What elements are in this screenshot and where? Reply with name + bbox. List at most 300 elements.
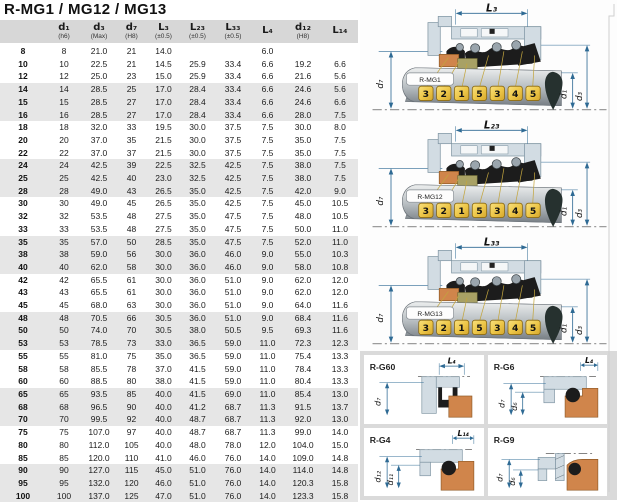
table-cell: 42 [59,274,69,285]
table-cell: 7.5 [261,223,274,234]
table-cell: 15.0 [155,71,172,82]
table-cell: 92.0 [294,414,312,425]
table-cell: 61 [126,274,137,285]
callout-number: 1 [458,88,465,100]
table-cell: 47.5 [224,223,242,234]
table-cell: 28.5 [90,109,108,120]
table-cell: 137.0 [88,490,110,501]
table-cell: 10.5 [331,211,349,222]
table-cell: 62.0 [294,287,312,298]
table-cell: 42.5 [224,160,242,171]
table-cell: 12.3 [331,338,349,349]
table-cell: 53 [59,338,69,349]
rmg13-drawing [360,234,617,351]
table-cell: 45 [59,300,69,311]
model-tag: R-MG12 [417,194,443,202]
callout-number: 2 [440,322,447,334]
table-cell: 30.0 [155,300,172,311]
table-cell: 81.0 [90,350,108,361]
callout-number: 1 [458,205,465,217]
dim-label-d6: d₆ [508,402,519,411]
table-cell: 10.5 [331,198,349,209]
dim-label-d1: d₁ [559,206,570,216]
table-cell: 35.0 [189,198,206,209]
dim-label-l23: L₂₃ [483,119,500,132]
table-cell: 28.4 [189,109,206,120]
table-row [0,388,358,401]
row-header-cell: 12 [18,71,28,82]
table-cell: 70 [59,414,69,425]
table-cell: 10.3 [331,249,349,260]
table-cell: 48 [126,223,137,234]
table-cell: 21.6 [294,71,312,82]
table-cell: 37 [126,147,137,158]
table-cell: 14.0 [155,46,172,56]
table-cell: 7.5 [334,134,346,145]
table-cell: 52.0 [294,236,312,247]
seal-diagram-rmg13 [360,234,617,351]
callout-number: 5 [529,322,537,334]
table-cell: 53.5 [90,223,108,234]
dim-label-d7: d₇ [375,196,386,206]
table-row [0,286,358,299]
row-header-cell: 45 [18,300,28,311]
table-cell: 48.0 [294,211,312,222]
table-cell: 38.0 [155,376,172,387]
table-cell: 37.0 [155,363,172,374]
table-row [0,464,358,477]
page-title: R-MG1 / MG12 / MG13 [4,1,167,18]
table-cell: 25.9 [189,58,206,69]
table-cell: 19.5 [155,122,172,133]
table-cell: 33.0 [155,338,172,349]
table-cell: 12.0 [259,439,276,450]
table-cell: 14 [59,84,69,95]
table-cell: 9.0 [334,185,346,196]
row-header-cell: 28 [18,185,28,196]
callout-number: 3 [494,88,501,100]
table-row [0,477,358,490]
table-cell: 51.0 [224,287,242,298]
table-row [0,363,358,376]
row-header-cell: 43 [18,287,28,298]
table-cell: 6.6 [261,58,274,69]
table-cell: 70 [126,325,137,336]
table-corner-cell [0,20,46,44]
table-cell: 35.0 [294,134,312,145]
table-cell: 99.0 [294,427,312,438]
table-cell: 27.5 [155,211,172,222]
table-cell [322,44,358,58]
table-cell: 48.7 [189,427,206,438]
table-cell: 23 [126,71,137,82]
dimension-table [0,20,358,502]
table-cell: 40.0 [155,427,172,438]
dim-label-d3: d₃ [574,208,585,218]
callout-number: 1 [458,322,465,334]
table-row [0,121,358,134]
dim-label-d7: d₇ [375,79,386,89]
detail-panel-rg4 [364,428,484,497]
col-header-l33: L₃₃ (±0.5) [215,20,251,44]
table-cell: 43 [59,287,69,298]
table-cell: 32 [59,211,69,222]
table-row [0,236,358,249]
table-row [0,426,358,439]
dim-label-d7: d₇ [375,313,386,323]
table-cell: 36.0 [189,300,206,311]
table-cell: 9.0 [261,249,274,260]
table-cell: 80 [126,376,137,387]
table-cell: 47.5 [224,211,242,222]
callout-number: 5 [529,205,537,217]
table-cell: 72.3 [294,338,312,349]
row-header-cell: 18 [18,122,28,133]
table-cell: 11.0 [259,350,276,361]
table-cell: 48 [126,211,137,222]
rg60-drawing [364,355,484,424]
rg6-drawing [488,355,608,424]
row-header-cell: 33 [18,223,28,234]
table-cell: 90 [59,465,69,476]
table-cell: 8.0 [334,122,346,133]
table-cell: 50 [126,236,137,247]
table-cell: 85 [126,388,137,399]
table-cell: 42.5 [90,173,108,184]
table-cell: 40.0 [155,401,172,412]
table-cell: 36.5 [189,338,206,349]
row-header-cell: 48 [18,312,28,323]
table-cell: 21 [126,46,137,56]
table-cell: 46.0 [224,261,242,272]
table-cell: 58.0 [294,261,312,272]
row-header-cell: 58 [18,363,28,374]
table-cell: 13.3 [331,350,349,361]
table-cell: 48 [59,312,69,323]
row-header-cell: 100 [15,490,31,501]
col-header-d12: d₁₂ (H8) [284,20,322,44]
table-cell: 40.0 [155,388,172,399]
table-cell: 97 [126,427,137,438]
page-edge-decoration [601,0,617,496]
table-cell: 68.0 [90,300,108,311]
table-cell: 69.3 [294,325,312,336]
table-cell: 21.5 [155,134,172,145]
table-cell: 35.0 [155,350,172,361]
table-cell: 58 [126,261,137,272]
dim-label-d1: d₁ [559,323,570,333]
table-cell: 14.8 [331,465,349,476]
table-cell: 11.0 [332,236,348,247]
table-cell: 14.5 [155,58,172,69]
table-cell: 112.0 [88,439,110,450]
table-cell: 7.5 [261,134,274,145]
table-cell: 100 [56,490,72,501]
row-header-cell: 42 [18,274,28,285]
table-cell: 25 [126,84,137,95]
table-row [0,312,358,325]
table-cell: 78.4 [294,363,312,374]
table-cell: 7.5 [261,160,274,171]
table-cell: 9.0 [261,300,274,311]
table-cell: 32.0 [90,122,108,133]
detail-panel-rg9 [488,428,608,497]
table-cell: 7.5 [261,211,274,222]
table-cell: 99.5 [90,414,108,425]
table-cell: 80.4 [294,376,312,387]
callout-number: 3 [422,322,430,334]
table-cell: 47.5 [224,236,242,247]
table-row [0,185,358,198]
table-cell: 42.5 [224,173,242,184]
table-cell: 40.0 [155,414,172,425]
row-header-cell: 95 [18,477,28,488]
table-cell: 35.0 [189,223,206,234]
table-cell: 105 [124,439,139,450]
dim-label-d7: d₇ [372,397,383,407]
table-cell: 14.0 [331,427,349,438]
table-cell: 14.0 [259,465,276,476]
table-row [0,134,358,147]
table-cell: 5.6 [334,71,346,82]
table-cell: 6.6 [261,71,274,82]
table-cell: 7.5 [261,198,274,209]
col-header-l3: L₃ (±0.5) [147,20,180,44]
table-cell: 9.5 [261,325,274,336]
table-cell: 41.5 [189,388,206,399]
table-cell: 6.0 [261,46,274,56]
table-cell: 6.6 [261,84,274,95]
table-cell: 7.5 [334,147,346,158]
table-cell: 125 [124,490,139,501]
table-cell: 6.6 [261,96,274,107]
table-cell: 30.5 [155,325,172,336]
table-cell: 33 [59,223,69,234]
table-cell: 9.0 [261,261,274,272]
table-cell: 65.5 [90,287,108,298]
dim-label-l3: L₃ [486,2,498,15]
table-cell: 127.0 [88,465,110,476]
row-header-cell: 15 [18,96,28,107]
table-cell: 22.5 [90,58,108,69]
table-cell: 59.0 [224,376,242,387]
table-cell [180,44,215,58]
model-tag: R-MG1 [419,77,441,85]
table-cell: 46.0 [189,452,206,463]
table-cell: 78.0 [224,439,242,450]
table-cell: 36.0 [189,261,206,272]
table-cell: 40.0 [155,439,172,450]
row-header-cell: 30 [18,198,28,209]
table-cell: 74.0 [90,325,108,336]
table-cell: 110 [124,452,139,463]
row-header-cell: 16 [18,109,28,120]
rg9-drawing [488,428,608,497]
table-cell: 17.0 [155,96,172,107]
table-cell: 28.5 [155,236,172,247]
table-cell: 95 [59,477,69,488]
table-cell: 45 [126,198,137,209]
table-cell: 42.5 [90,160,108,171]
panel-title: R-G60 [369,361,396,372]
table-cell: 7.5 [261,122,274,133]
table-cell: 13.0 [331,414,349,425]
table-cell: 21.5 [155,147,172,158]
table-cell: 50.5 [224,325,242,336]
table-cell: 10.8 [331,261,349,272]
table-cell: 32.5 [189,173,206,184]
table-cell: 85.4 [294,388,312,399]
table-cell: 36.5 [189,350,206,361]
table-cell: 41.0 [155,452,172,463]
table-cell: 50 [59,325,69,336]
table-cell: 78 [126,363,137,374]
table-cell: 42.0 [294,185,312,196]
callout-number: 3 [422,88,430,100]
table-cell: 25.0 [90,71,108,82]
table-cell: 21 [126,58,137,69]
table-cell: 11.3 [259,427,276,438]
table-cell: 46.0 [224,249,242,260]
table-row [0,172,358,185]
callout-number: 3 [422,205,430,217]
table-cell: 68.4 [294,312,312,323]
row-header-cell: 65 [18,388,28,399]
table-cell: 11.0 [259,338,276,349]
callout-row [419,203,541,217]
table-cell: 7.5 [334,109,346,120]
col-header-d1: d₁ (h6) [46,20,82,44]
table-cell: 30.0 [189,134,206,145]
table-cell: 12.0 [331,287,349,298]
table-cell: 11.0 [259,388,276,399]
detail-panel-rg60 [364,355,484,424]
callout-number: 3 [494,205,501,217]
table-cell: 37.0 [90,147,108,158]
col-header-d3: d₃ (Max) [82,20,116,44]
table-cell: 35.0 [189,211,206,222]
table-cell: 107.0 [88,427,110,438]
table-cell: 85 [59,452,69,463]
table-row [0,58,358,71]
table-row [0,96,358,109]
table-row [0,490,358,502]
table-cell: 75 [59,427,69,438]
table-cell: 66 [126,312,137,323]
table-cell: 35 [59,236,69,247]
table-cell: 76.0 [224,477,242,488]
table-cell: 18 [59,122,69,133]
row-header-cell: 80 [18,439,28,450]
table-cell: 6.6 [334,58,346,69]
callout-row [419,320,541,334]
row-header-cell: 70 [18,414,28,425]
table-cell: 30.0 [155,274,172,285]
table-row [0,439,358,452]
table-cell: 88.5 [90,376,108,387]
table-cell: 41.5 [189,376,206,387]
table-cell: 15.0 [331,439,349,450]
table-cell: 16 [59,109,69,120]
table-cell: 115 [124,465,139,476]
dim-label-d7: d₇ [495,399,506,408]
table-cell: 17.0 [155,109,172,120]
table-cell: 75.4 [294,350,312,361]
table-cell: 132.0 [88,477,110,488]
table-cell: 6.6 [261,109,274,120]
table-cell: 51.0 [189,477,206,488]
table-cell: 15.8 [331,490,349,501]
table-cell: 41.5 [189,363,206,374]
table-cell: 9.0 [261,312,274,323]
dim-label-l33: L₃₃ [483,236,500,249]
table-header-row [0,20,358,44]
table-cell: 35.0 [189,185,206,196]
table-cell: 55.0 [294,249,312,260]
table-cell: 51.0 [224,274,242,285]
table-cell [284,44,322,58]
table-cell: 104.0 [292,439,314,450]
table-cell: 36.0 [189,274,206,285]
table-cell: 59.0 [224,350,242,361]
table-cell: 91.5 [294,401,312,412]
table-cell: 73 [126,338,137,349]
table-cell: 90 [126,401,137,412]
row-header-cell: 90 [18,465,28,476]
row-header-cell: 40 [18,261,28,272]
callout-number: 5 [476,205,483,217]
table-cell: 36.0 [189,249,206,260]
table-cell: 11.0 [259,363,276,374]
row-header-cell: 24 [18,160,28,171]
dim-label-l14: L₁₄ [457,428,470,438]
table-cell: 17.0 [155,84,172,95]
table-cell: 11.0 [332,223,348,234]
row-header-cell: 75 [18,427,28,438]
table-cell: 28.5 [90,96,108,107]
table-cell: 9.0 [261,274,274,285]
table-row [0,401,358,414]
table-cell: 25.9 [189,71,206,82]
dim-label-d3: d₃ [574,91,585,101]
table-cell: 60 [59,376,69,387]
table-cell: 63 [126,300,137,311]
row-header-cell: 10 [18,58,28,69]
table-cell: 37.0 [90,134,108,145]
table-cell: 59.0 [224,338,242,349]
table-cell: 7.5 [334,160,346,171]
table-cell [215,44,251,58]
model-tag: R-MG13 [417,311,443,319]
table-cell: 11.6 [332,312,348,323]
table-cell: 61 [126,287,137,298]
table-row [0,375,358,388]
table-cell: 28.4 [189,84,206,95]
table-cell: 38.0 [189,325,206,336]
table-cell: 38.0 [294,173,312,184]
table-cell: 51.0 [189,490,206,501]
table-cell: 33.4 [224,96,242,107]
table-cell: 27 [126,109,137,120]
table-cell: 33 [126,122,137,133]
rmg1-drawing [360,0,617,117]
table-cell: 78.5 [90,338,108,349]
table-cell: 11.3 [259,414,276,425]
table-cell: 37.5 [224,147,242,158]
table-cell: 48.0 [189,439,206,450]
panel-title: R-G4 [369,434,391,445]
table-cell: 51.0 [224,312,242,323]
